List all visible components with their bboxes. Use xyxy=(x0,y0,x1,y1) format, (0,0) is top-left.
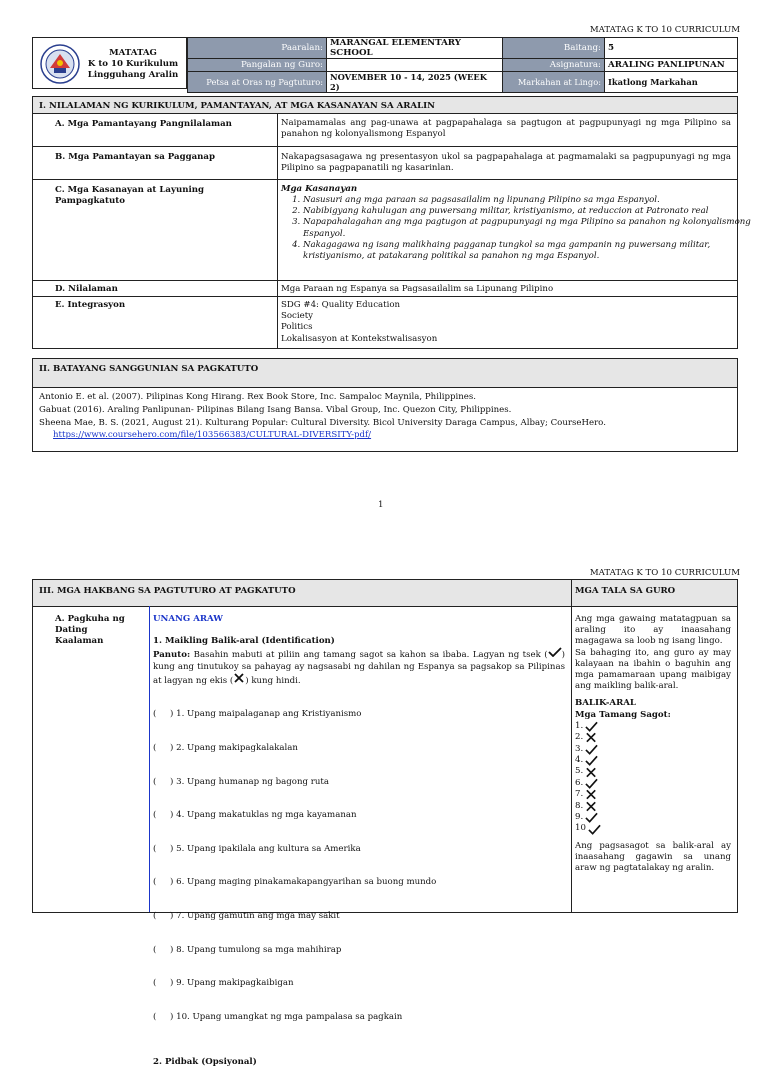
paaralan-label: Paaralan: xyxy=(188,38,327,59)
row-c-label: C. Mga Kasanayan at Layuning Pampagkatuto xyxy=(55,185,204,207)
curriculum-tag: MATATAG K TO 10 CURRICULUM xyxy=(589,25,740,35)
notes-balik-aral: BALIK-ARAL xyxy=(575,698,636,709)
row-line xyxy=(33,146,737,147)
list-item: ( ) 9. Upang makipagkaibigan xyxy=(153,978,294,989)
paaralan-value: MARANGAL ELEMENTARY SCHOOL xyxy=(327,38,503,59)
section-3-table xyxy=(32,579,738,1067)
logo-title-2: K to 10 Kurikulum xyxy=(87,59,179,69)
x-icon xyxy=(585,801,598,812)
list-item: 2. Nabibigyang kahulugan ang puwersang militar, kristiyanismo, at reduccion at Patronato real xyxy=(303,206,753,217)
x-icon xyxy=(585,767,598,778)
teacher-notes xyxy=(575,614,731,874)
answer-item xyxy=(575,789,731,800)
answer-item xyxy=(575,801,731,812)
section-1-title: I. NILALAMAN NG KURIKULUM, PAMANTAYAN, AT MGA KASANAYAN SA ARALIN xyxy=(32,96,738,114)
check-icon xyxy=(585,721,598,732)
identification-items xyxy=(153,687,565,1046)
integrasyon-line: Politics xyxy=(281,322,313,333)
notes-para-1: Ang mga gawaing matatagpuan sa araling ito ay inaasahang magagawa sa loob ng isang lingo. xyxy=(575,614,731,647)
integrasyon-line: Society xyxy=(281,311,314,322)
list-item: ( ) 6. Upang maging pinakamakapangyarihan sa buong mundo xyxy=(153,877,437,888)
reference-item: Antonio E. et al. (2007). Pilipinas Kong Hirang. Rex Book Store, Inc. Sampaloc Maynila, Philippines. xyxy=(39,392,476,402)
check-icon xyxy=(585,812,598,823)
answer-item xyxy=(575,755,731,766)
column-divider xyxy=(571,580,572,912)
markahan-label: Markahan at Lingo: xyxy=(503,72,605,93)
activity-1-title: 1. Maikling Balik-aral (Identification) xyxy=(153,636,335,647)
check-icon xyxy=(585,778,598,789)
list-item: ( ) 4. Upang makatuklas ng mga kayamanan xyxy=(153,810,357,821)
list-item: ( ) 10. Upang umangkat ng mga pampalasa sa pagkain xyxy=(153,1011,403,1022)
list-item: ( ) 7. Upang gamutin ang mga may sakit xyxy=(153,911,340,922)
reference-item: Sheena Mae, B. S. (2021, August 21). Kulturang Popular: Cultural Diversity. Bicol University Daraga Campus, Albay; CourseHero. xyxy=(39,418,606,429)
kasanayan-list xyxy=(281,195,753,262)
reference-item: Gabuat (2016). Araling Panlipunan- Pilipinas Bilang Isang Bansa. Vibal Group, Inc. Quezon City, Philippines. xyxy=(39,405,512,416)
answer-number: 5. xyxy=(575,766,584,777)
row-b-text: Nakapagsasagawa ng presentasyon ukol sa pagpapahalaga at pagmamalaki sa pagpupunyagi ng mga Pilipino sa pagpapanatili ng kasarinlan. xyxy=(281,152,731,174)
row-line xyxy=(33,296,737,297)
notes-tamang-sagot: Mga Tamang Sagot: xyxy=(575,709,671,720)
curriculum-tag-2: MATATAG K TO 10 CURRICULUM xyxy=(589,568,740,578)
list-item: ( ) 8. Upang tumulong sa mga mahihirap xyxy=(153,944,342,955)
row-a-text: Naipamamalas ang pag-unawa at pagpapahalaga sa pagtugon at pagpupunyagi ng mga Pilipino sa panahon ng kolonyalismong Espanyol xyxy=(281,118,731,140)
activity-2-title: 2. Pidbak (Opsiyonal) xyxy=(153,1056,257,1067)
answer-number: 1. xyxy=(575,720,584,731)
row-a-label-2: A. Pagkuha ng Dating Kaalaman xyxy=(55,614,125,647)
panuto-part: ) kung ang tinutukoy sa pahayag ay nagsasabi ng dahilan ng Espanya sa pagsakop sa Pilipinas at lagyan ng ekis ( xyxy=(153,650,566,686)
check-icon xyxy=(585,744,598,755)
answer-item xyxy=(575,732,731,743)
answer-number: 3. xyxy=(575,743,584,754)
row-a-label: A. Mga Pamantayang Pangnilalaman xyxy=(55,119,232,129)
notes-para-3: Ang pagsasagot sa balik-aral ay inaasahang gagawin sa unang araw ng pagtatalakay ng aralin. xyxy=(575,840,731,874)
markahan-value: Ikatlong Markahan xyxy=(605,72,738,93)
asignatura-label: Asignatura: xyxy=(503,59,605,72)
row-b-label: B. Mga Pamantayan sa Pagganap xyxy=(55,152,215,162)
column-divider xyxy=(277,114,278,348)
answer-item xyxy=(575,812,731,823)
x-icon xyxy=(585,732,598,743)
answer-number: 10 xyxy=(575,823,586,834)
notes-para-2: Sa bahaging ito, ang guro ay may kalayaan na ibahin o baguhin ang mga pamamaraan upang maibigay ang maikling balik-aral. xyxy=(575,647,731,692)
row-line xyxy=(33,280,737,281)
answer-number: 4. xyxy=(575,755,584,766)
references-box xyxy=(32,387,738,452)
list-item: ( ) 1. Upang maipalaganap ang Kristiyanismo xyxy=(153,709,362,720)
integrasyon-line: Lokalisasyon at Kontekstwalisasyon xyxy=(281,333,438,344)
coursehero-link[interactable]: https://www.coursehero.com/file/103566383/CULTURAL-DIVERSITY-pdf/ xyxy=(53,429,372,440)
answer-item xyxy=(575,744,731,755)
list-item: 3. Napapahalagahan ang mga pagtugon at pagpupunyagi ng mga Pilipino sa panahon ng kolonyalismong Espanyol. xyxy=(303,217,753,239)
column-divider-blue xyxy=(149,606,150,912)
row-c-heading: Mga Kasanayan xyxy=(281,184,358,194)
answer-number: 7. xyxy=(575,789,584,800)
deped-seal-icon xyxy=(40,44,80,84)
baitang-label: Baitang: xyxy=(503,38,605,59)
list-item: ( ) 5. Upang ipakilala ang kultura sa Amerika xyxy=(153,843,361,854)
petsa-value: NOVEMBER 10 - 14, 2025 (WEEK 2) xyxy=(327,72,503,93)
list-item: ( ) 3. Upang humanap ng bagong ruta xyxy=(153,776,329,787)
lesson-content xyxy=(153,614,565,1068)
row-d-text: Mga Paraan ng Espanya sa Pagsasailalim sa Lipunang Pilipino xyxy=(281,284,554,294)
panuto-part: ) kung hindi. xyxy=(245,675,301,686)
section-1-table xyxy=(32,113,751,349)
answer-list xyxy=(575,721,731,835)
day-label: UNANG ARAW xyxy=(153,614,223,624)
panuto-part: Basahin mabuti at piliin ang tamang sagot sa kahon sa ibaba. Lagyan ng tsek ( xyxy=(193,650,548,661)
list-item: ( ) 2. Upang makipagkalakalan xyxy=(153,743,298,754)
row-line xyxy=(33,606,737,607)
answer-item xyxy=(575,721,731,732)
logo-title-1: MATATAG xyxy=(109,48,157,58)
baitang-value: 5 xyxy=(605,38,738,59)
logo-block xyxy=(32,37,187,89)
answer-number: 2. xyxy=(575,732,584,743)
panuto-label: Panuto: xyxy=(153,650,191,661)
row-line xyxy=(33,179,737,180)
integrasyon-line: SDG #4: Quality Education xyxy=(281,300,401,310)
row-d-label: D. Nilalaman xyxy=(55,284,118,294)
list-item: 4. Nakagagawa ng isang malikhaing pagganap tungkol sa mga gampanin ng puwersang militar, kristiyanismo, at patakarang politikal sa panahon ng mga Espanyol. xyxy=(303,240,753,262)
panuto-text xyxy=(153,647,565,687)
check-icon xyxy=(588,824,601,835)
guro-label: Pangalan ng Guro: xyxy=(188,59,327,72)
asignatura-value: ARALING PANLIPUNAN xyxy=(605,59,738,72)
section-3-title: III. MGA HAKBANG SA PAGTUTURO AT PAGKATUTO xyxy=(39,586,296,596)
section-2-title: II. BATAYANG SANGGUNIAN SA PAGKATUTO xyxy=(32,358,738,388)
answer-number: 9. xyxy=(575,812,584,823)
petsa-label: Petsa at Oras ng Pagtuturo: xyxy=(188,72,327,93)
answer-number: 8. xyxy=(575,800,584,811)
page-number: 1 xyxy=(378,500,384,510)
x-icon xyxy=(233,673,245,683)
answer-item xyxy=(575,766,731,777)
x-icon xyxy=(585,789,598,800)
check-icon xyxy=(548,647,562,657)
list-item: 1. Nasusuri ang mga paraan sa pagsasailalim ng lipunang Pilipino sa mga Espanyol. xyxy=(303,195,753,206)
guro-value xyxy=(327,59,503,72)
check-icon xyxy=(585,755,598,766)
answer-number: 6. xyxy=(575,777,584,788)
logo-title-3: Lingguhang Aralin xyxy=(87,70,179,80)
answer-item xyxy=(575,778,731,789)
header-table xyxy=(187,37,738,93)
answer-item xyxy=(575,823,731,834)
row-e-label: E. Integrasyon xyxy=(55,300,126,310)
row-e-lines xyxy=(281,300,731,345)
notes-title: MGA TALA SA GURO xyxy=(575,586,676,596)
